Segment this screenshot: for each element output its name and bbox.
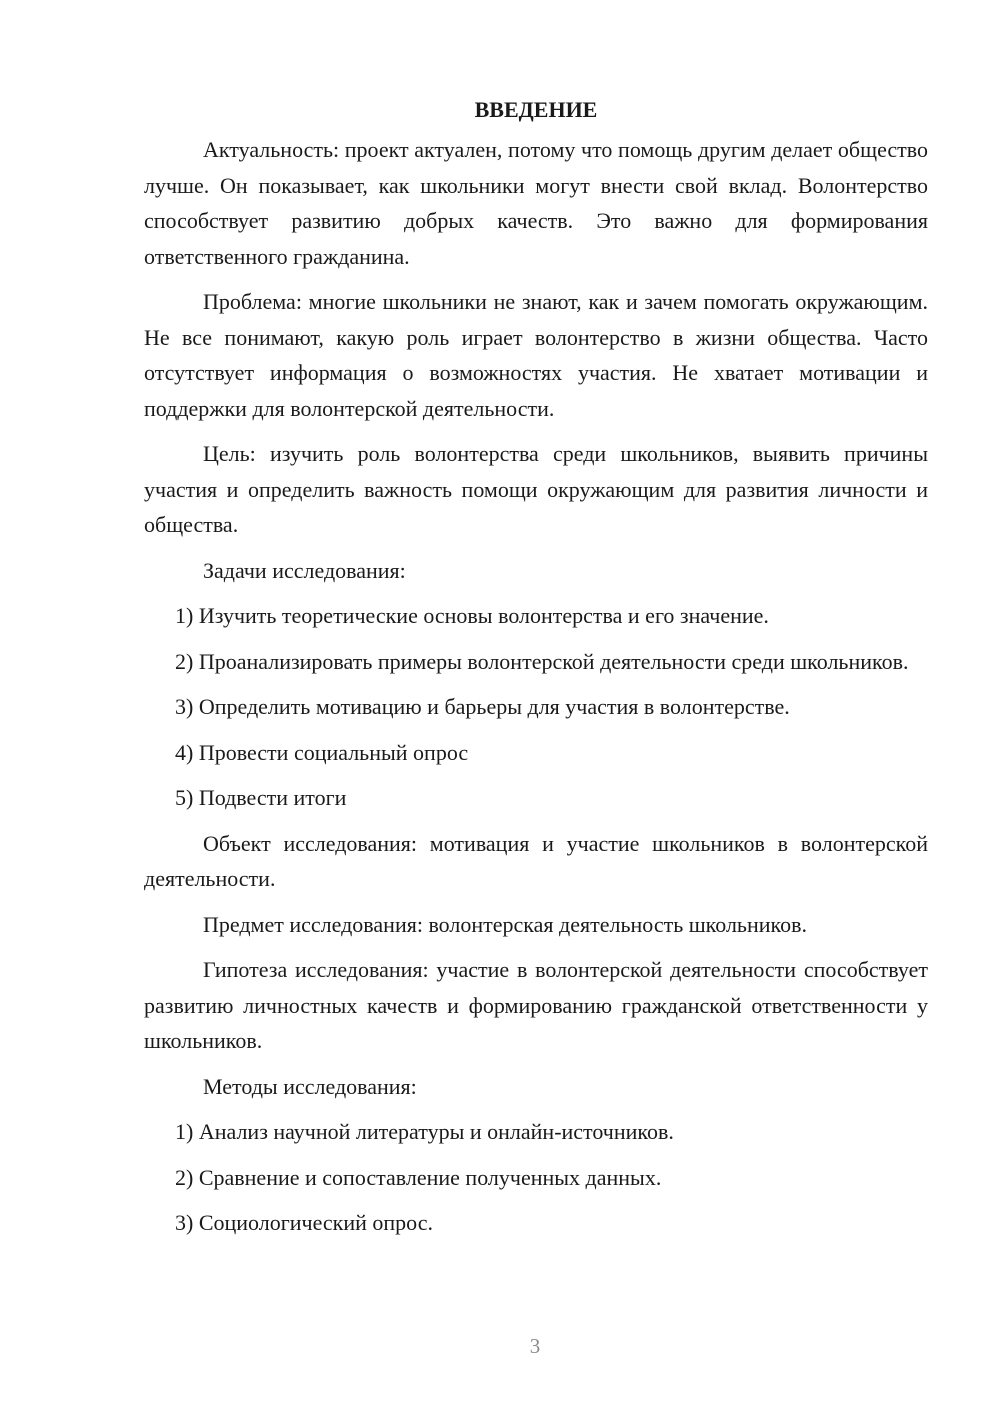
method-item: 1) Анализ научной литературы и онлайн-источников. — [175, 1119, 674, 1144]
section-title: ВВЕДЕНИЕ — [474, 97, 598, 122]
object-paragraph: Объект исследования: мотивация и участие школьников в волонтерской деятельности. — [144, 830, 928, 891]
methods-heading: Методы исследования: — [203, 1073, 417, 1099]
tasks-heading: Задачи исследования: — [203, 557, 406, 583]
problem-paragraph: Проблема: многие школьники не знают, как и зачем помогать окружающим. Не все понимают, какую роль играет волонтерство в жизни общества. Часто отсутствует информация о возможностях участия. Не хватает мотивации и поддержки для волонтерской деятельности. — [144, 289, 928, 421]
goal-paragraph: Цель: изучить роль волонтерства среди школьников, выявить причины участия и определить важность помощи окружающим для развития личности и общества. — [144, 441, 928, 537]
task-item: 4) Провести социальный опрос — [175, 739, 469, 765]
page-number: 3 — [529, 1334, 541, 1358]
subject-paragraph: Предмет исследования: волонтерская деятельность школьников. — [203, 911, 807, 937]
method-item: 2) Сравнение и сопоставление полученных данных. — [175, 1164, 662, 1190]
task-item: 2) Проанализировать примеры волонтерской деятельности среди школьников. — [175, 648, 909, 674]
hypothesis-paragraph: Гипотеза исследования: участие в волонтерской деятельности способствует развитию личностных качеств и формированию гражданской ответственности у школьников. — [144, 957, 928, 1053]
relevance-paragraph: Актуальность: проект актуален, потому что помощь другим делает общество лучше. Он показывает, как школьники могут внести свой вклад. Волонтерство способствует развитию добрых качеств. Это важно для формирования ответственного гражданина. — [144, 137, 928, 269]
task-item: 5) Подвести итоги — [175, 785, 347, 810]
method-item: 3) Социологический опрос. — [175, 1210, 433, 1235]
task-item: 3) Определить мотивацию и барьеры для участия в волонтерстве. — [175, 694, 790, 719]
task-item: 1) Изучить теоретические основы волонтерства и его значение. — [175, 603, 769, 628]
document-page — [144, 92, 928, 1251]
